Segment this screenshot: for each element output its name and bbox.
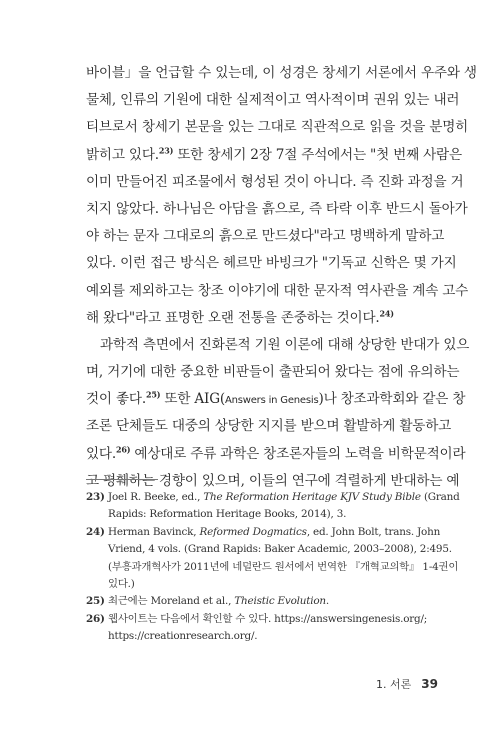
footnote-23: 23) Joel R. Beeke, ed., The Reformation Heritage KJV Study Bible (Grand Rapids: Reformation Heritage Books, 2014), 3. bbox=[86, 489, 446, 524]
text-line: 물체, 인류의 기원에 대한 실제적이고 역사적이며 권위 있는 내러 bbox=[86, 92, 460, 109]
text-line: 과학적 측면에서 진화론적 기원 이론에 대해 상당한 반대가 있으 bbox=[100, 336, 470, 353]
footnote-number: 25) bbox=[86, 595, 105, 608]
text-line: 야 하는 문자 그대로의 흙으로 만드셨다"라고 명백하게 말하고 bbox=[86, 228, 445, 245]
page-number: 39 bbox=[421, 677, 438, 691]
aig-name: Answers in Genesis bbox=[224, 395, 319, 407]
text-line: 조론 단체들도 대중의 상당한 지지를 받으며 활발하게 활동하고 bbox=[86, 418, 452, 435]
chapter-label: 1. 서론 bbox=[376, 678, 412, 691]
text-line: 있다.$^{26)}$ 예상대로 주류 과학은 창조론자들의 노력을 비학문적이라 bbox=[86, 444, 466, 462]
footnote-25: 25) 최근에는 Moreland et al., Theistic Evolution. bbox=[86, 593, 446, 610]
footnote-number: 26) bbox=[86, 612, 105, 625]
footnote-ref[interactable]: 26) bbox=[115, 444, 131, 455]
text-line: 것이 좋다.$^{25)}$ 또한 AIG(Answers in Genesis)나 창조과학회와 같은 창 bbox=[86, 389, 466, 408]
footnote-ref[interactable]: 23) bbox=[158, 145, 174, 156]
text-line: 있다. 이런 접근 방식은 헤르만 바빙크가 "기독교 신학은 몇 가지 bbox=[86, 255, 457, 272]
footnote-divider bbox=[86, 479, 158, 480]
text-line: 이미 만들어진 피조물에서 형성된 것이 아니다. 즉 진화 과정을 거 bbox=[86, 173, 464, 190]
footnote-26 bbox=[86, 611, 446, 646]
footnote-number: 24) bbox=[86, 525, 105, 538]
footnote-number: 23) bbox=[86, 491, 105, 503]
text-line: 티브로서 창세기 본문을 있는 그대로 직관적으로 읽을 것을 분명히 bbox=[86, 119, 469, 136]
text-line: 며, 거기에 대한 중요한 비판들이 출판되어 왔다는 점에 유의하는 bbox=[86, 364, 460, 381]
text-line: 고 평훼하는 경향이 있으며, 이들의 연구에 격렬하게 반대하는 예 bbox=[86, 472, 460, 489]
text-line: 바이블」을 언급할 수 있는데, 이 성경은 창세기 서론에서 우주와 생 bbox=[86, 65, 477, 81]
footnote-ref[interactable]: 25) bbox=[145, 389, 161, 400]
footnotes bbox=[86, 489, 460, 646]
footnote-24: 24) Herman Bavinck, Reformed Dogmatics, ed. John Bolt, trans. John Vriend, 4 vols. (Grand Rapids: Baker Academic, 2003–2008), 2:495. (부흥과개혁사가 2011년에 네덜란드 원서에서 번역한 『개혁교의학』 1-4권이 있다.) bbox=[86, 524, 446, 594]
footnote-ref[interactable]: 24) bbox=[379, 308, 394, 319]
text-line: 치지 않았다. 하나님은 아담을 흙으로, 즉 타락 이후 반드시 돌아가 bbox=[86, 200, 468, 217]
page-folio bbox=[376, 676, 438, 692]
text-line: 밝히고 있다.$^{23)}$ 또한 창세기 2장 7절 주석에서는 "첫 번째 사람은 bbox=[86, 145, 462, 163]
footnote-link[interactable]: 웹사이트는 다음에서 확인할 수 있다. https://answersingenesis.org/; bbox=[108, 612, 428, 625]
text-line: 해 왔다"라고 표명한 오랜 전통을 존중하는 것이다.$^{24)}$ bbox=[86, 308, 394, 326]
footnote-link[interactable]: https://creationresearch.org/. bbox=[108, 630, 258, 643]
text-line: 예외를 제외하고는 창조 이야기에 대한 문자적 역사관을 계속 고수 bbox=[86, 282, 469, 299]
body-text bbox=[86, 60, 477, 495]
